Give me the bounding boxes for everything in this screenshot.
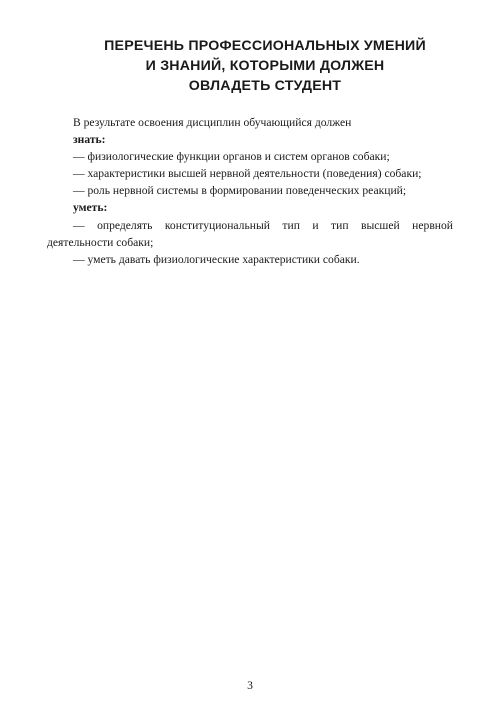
know-item: — характеристики высшей нервной деятельности (поведения) собаки; <box>73 167 422 181</box>
title-line-2: И ЗНАНИЙ, КОТОРЫМИ ДОЛЖЕН <box>145 58 385 74</box>
title-line-3: ОВЛАДЕТЬ СТУДЕНТ <box>188 78 342 94</box>
can-label: уметь: <box>73 201 108 215</box>
title-line-1: ПЕРЕЧЕНЬ ПРОФЕССИОНАЛЬНЫХ УМЕНИЙ <box>104 38 426 54</box>
page-title <box>60 36 470 96</box>
know-item: — физиологические функции органов и систем органов собаки; <box>73 150 390 164</box>
know-label: знать: <box>73 133 106 147</box>
body-text <box>47 114 453 268</box>
page-number: 3 <box>247 679 253 692</box>
intro-paragraph: В результате освоения дисциплин обучающийся должен <box>73 116 352 129</box>
know-item: — роль нервной системы в формировании поведенческих реакций; <box>73 184 407 198</box>
can-item: — определять конституциональный тип и тип высшей нервной деятельности собаки; <box>47 218 453 249</box>
can-item: — уметь давать физиологические характеристики собаки. <box>73 252 360 266</box>
